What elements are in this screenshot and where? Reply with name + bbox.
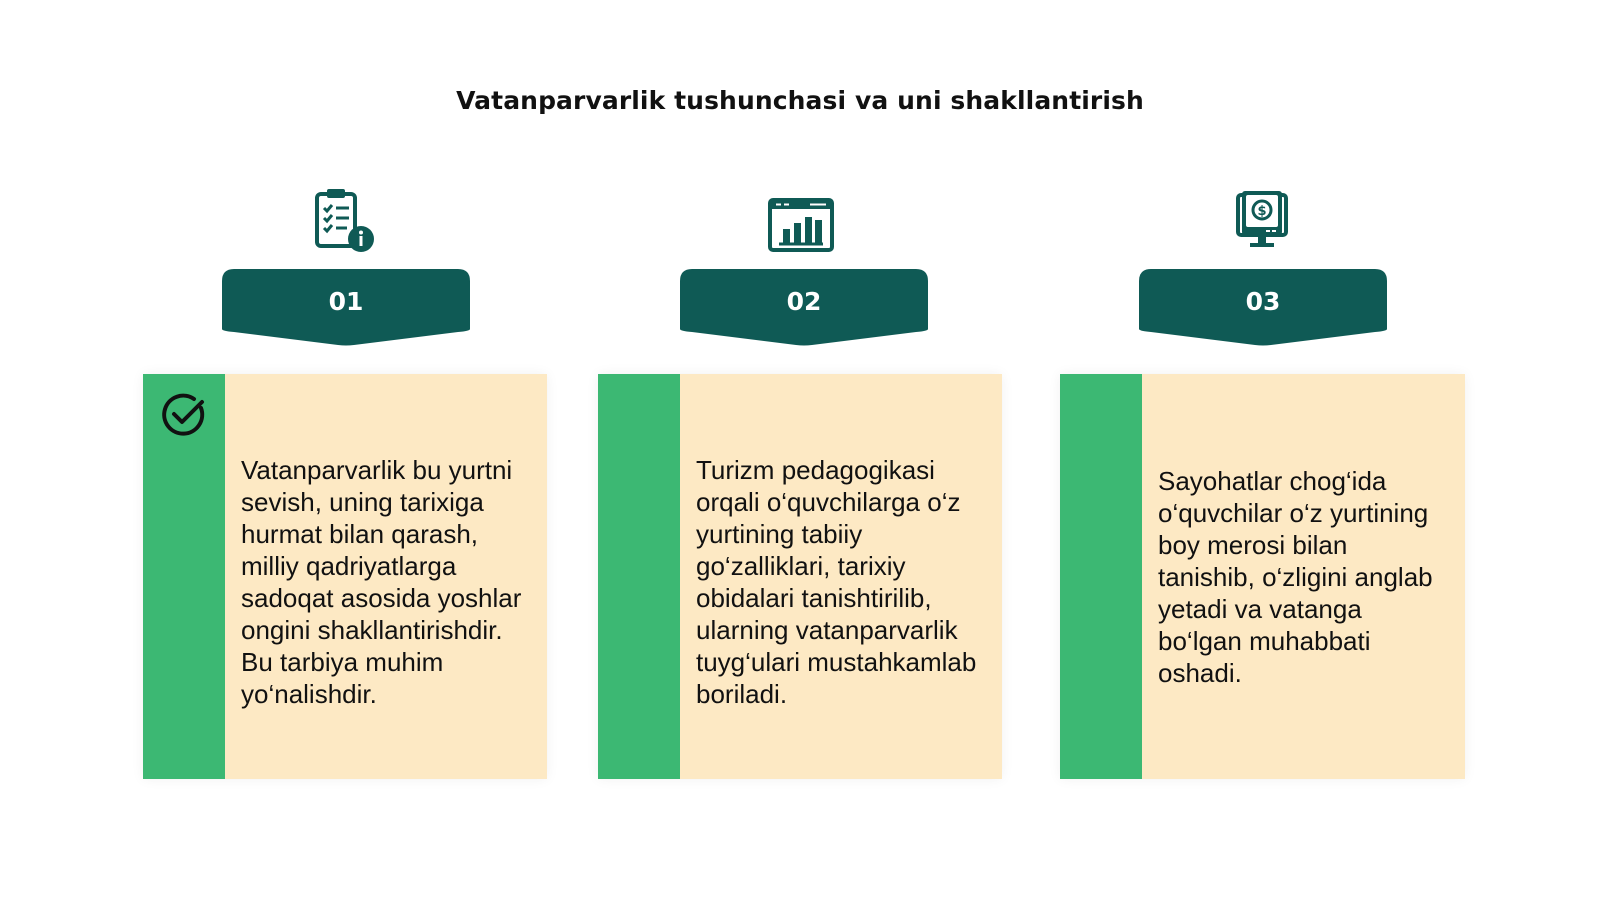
step-number: 01 — [328, 287, 364, 316]
check-circle-icon — [161, 392, 207, 438]
svg-text:$: $ — [1257, 204, 1267, 219]
card-body — [225, 374, 547, 779]
step-card — [143, 374, 547, 779]
card-accent-bar — [143, 374, 225, 779]
clipboard-checklist-info-icon — [311, 186, 381, 256]
step-number: 03 — [1245, 287, 1281, 316]
step-description: Turizm pedagogikasi orqali o‘quvchilarga o‘z yurtining tabiiy go‘zalliklari, tarixiy obidalari tanishtirilib, ularning vatanparvarlik tuyg‘ulari mustahkamlab boriladi. — [696, 454, 977, 709]
step-card — [598, 374, 1002, 779]
step-description: Vatanparvarlik bu yurtni sevish, uning tarixiga hurmat bilan qarash, milliy qadriyatlarga sadoqat asosida yoshlar ongini shakllantirishdir. Bu tarbiya muhim yo‘nalishdir. — [241, 454, 522, 709]
monitor-dollar-icon — [1228, 186, 1298, 256]
step-number-banner — [222, 269, 470, 349]
card-accent-bar — [598, 374, 680, 779]
step-number: 02 — [786, 287, 822, 316]
step-number-banner — [680, 269, 928, 349]
step-description: Sayohatlar chog‘ida o‘quvchilar o‘z yurtining boy merosi bilan tanishib, o‘zligini anglab yetadi va vatanga bo‘lgan muhabbati oshadi. — [1158, 465, 1433, 688]
card-body — [680, 374, 1002, 779]
card-accent-bar — [1060, 374, 1142, 779]
step-number-banner — [1139, 269, 1387, 349]
browser-bar-chart-icon — [766, 186, 836, 256]
page-title: Vatanparvarlik tushunchasi va uni shakllantirish — [456, 86, 1144, 115]
step-card — [1060, 374, 1465, 779]
card-body — [1142, 374, 1465, 779]
